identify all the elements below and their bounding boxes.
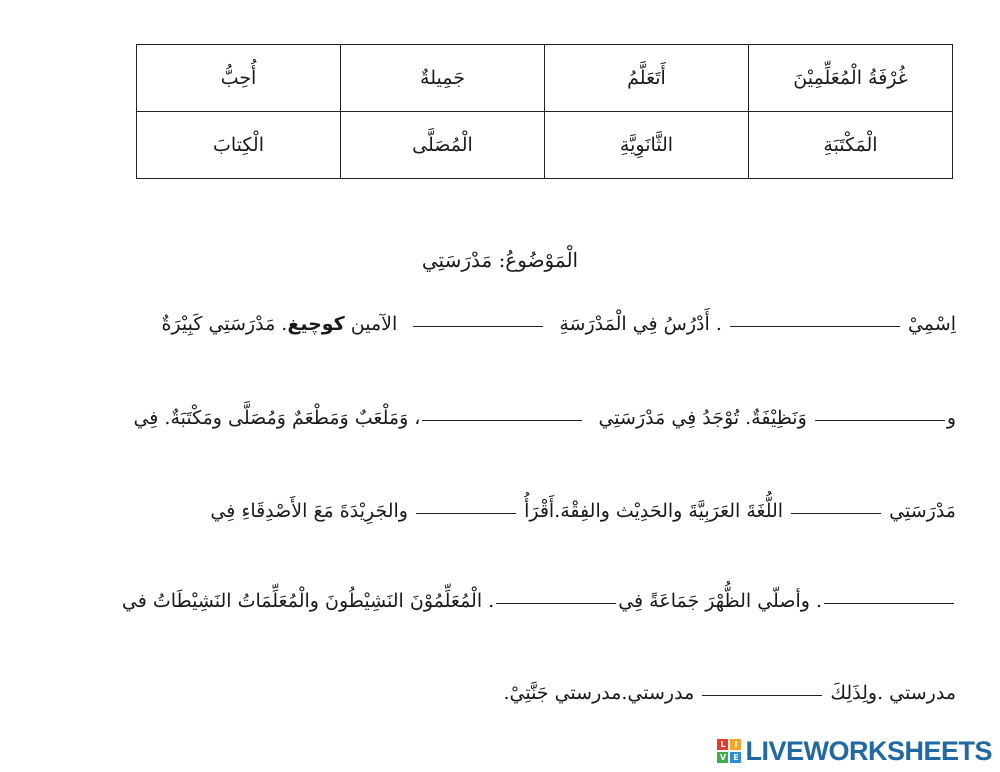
passage-text: مدرستي.مدرستي جَنَّتِيْ. bbox=[503, 682, 695, 704]
passage-text: و bbox=[946, 407, 956, 429]
word-bank-cell: الْمَكْتَبَةِ bbox=[749, 112, 953, 179]
passage-text-bold: كوچيغ bbox=[287, 313, 345, 335]
logo-tile: V bbox=[717, 752, 728, 763]
passage-line-4 bbox=[76, 590, 956, 612]
logo-tiles bbox=[717, 739, 741, 763]
word-bank-row bbox=[137, 112, 953, 179]
passage-text: اللُّغَةَ العَرَبِيَّةَ والحَدِيْث والفِقْهَ.أَقْرَأُ bbox=[524, 500, 784, 522]
passage-text: وَنَظِيْفَةٌ. تُوْجَدُ فِي مَدْرَسَتِي bbox=[598, 407, 807, 429]
answer-blank-8[interactable] bbox=[496, 602, 616, 604]
word-bank-cell: أُحِبُّ bbox=[137, 45, 341, 112]
word-bank-cell: الْمُصَلَّى bbox=[341, 112, 545, 179]
passage-text: مَدْرَسَتِي bbox=[889, 500, 956, 522]
word-bank-cell: الْكِتابَ bbox=[137, 112, 341, 179]
word-bank-cell: غُرْفَةُ الْمُعَلِّمِيْنَ bbox=[749, 45, 953, 112]
word-bank-cell: الثَّانَوِيَّةِ bbox=[545, 112, 749, 179]
passage-text: والجَرِيْدَةَ مَعَ الأَصْدِقَاءِ فِي bbox=[210, 500, 408, 522]
passage-text: . أَدْرُسُ فِي الْمَدْرَسَةِ bbox=[559, 313, 722, 335]
passage-text: . وأصلّي الظُّهْرَ جَمَاعَةً فِي bbox=[618, 590, 822, 612]
answer-blank-9[interactable] bbox=[702, 694, 822, 696]
passage-line-5 bbox=[76, 682, 956, 704]
passage-line-2 bbox=[76, 407, 956, 429]
logo-tile: L bbox=[717, 739, 728, 750]
passage-title: الْمَوْضُوعُ: مَدْرَسَتِي bbox=[421, 248, 579, 272]
word-bank-row bbox=[137, 45, 953, 112]
passage-text: ، وَمَلْعَبٌ وَمَطْعَمٌ وَمُصَلَّى ومَكْتَبَةٌ. فِي bbox=[133, 407, 421, 429]
passage-text: الآمين bbox=[350, 313, 398, 335]
logo-tile: I bbox=[730, 739, 741, 750]
passage-line-1 bbox=[76, 313, 956, 335]
word-bank-cell: أَتَعَلَّمُ bbox=[545, 45, 749, 112]
passage-text: مدرستي .ولِذَلِكَ bbox=[830, 682, 956, 704]
answer-blank-3[interactable] bbox=[815, 419, 945, 421]
word-bank-table bbox=[136, 44, 953, 179]
answer-blank-7[interactable] bbox=[824, 602, 954, 604]
passage-text: اِسْمِيْ bbox=[907, 313, 956, 335]
logo-tile: E bbox=[730, 752, 741, 763]
answer-blank-1[interactable] bbox=[730, 325, 900, 327]
logo-text: LIVEWORKSHEETS bbox=[745, 735, 992, 766]
passage-text: . مَدْرَسَتِي كَبِيْرَةٌ bbox=[161, 313, 288, 335]
answer-blank-2[interactable] bbox=[413, 325, 543, 327]
passage-line-3 bbox=[76, 500, 956, 522]
answer-blank-6[interactable] bbox=[416, 512, 516, 514]
passage-text: . الْمُعَلِّمُوْنَ النَشِيْطُونَ والْمُعَلِّمَاتُ النَشِيْطَاتُ في bbox=[121, 590, 495, 612]
answer-blank-4[interactable] bbox=[422, 419, 582, 421]
answer-blank-5[interactable] bbox=[791, 512, 881, 514]
liveworksheets-logo bbox=[717, 736, 992, 766]
word-bank-cell: جَمِيلةٌ bbox=[341, 45, 545, 112]
